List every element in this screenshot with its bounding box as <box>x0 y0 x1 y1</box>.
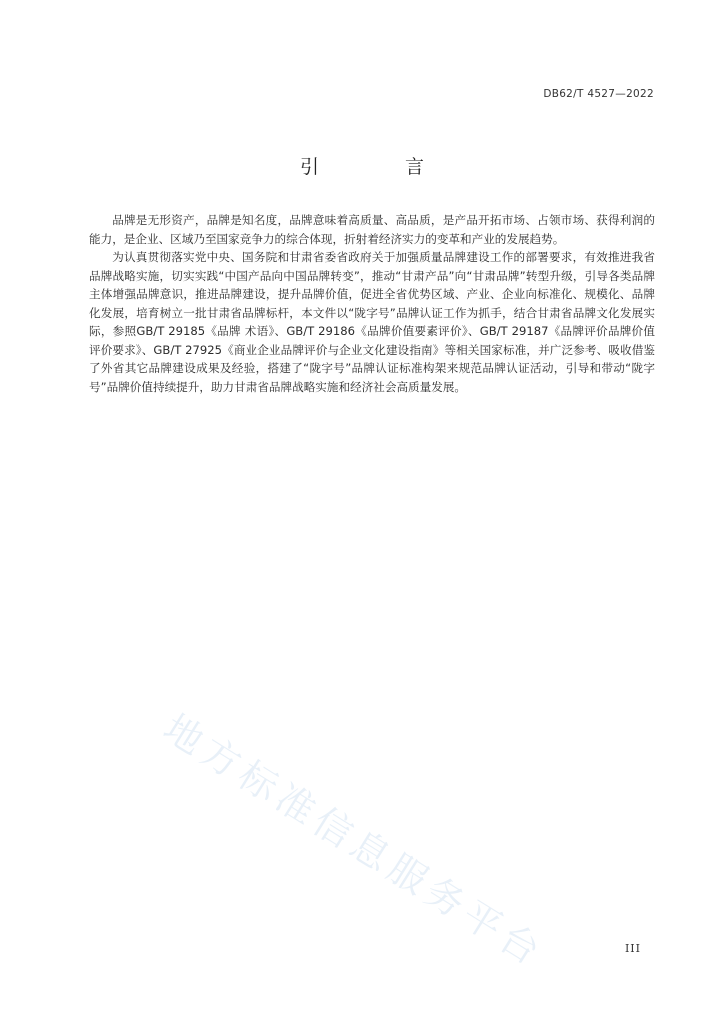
standard-code: DB62/T 4527—2022 <box>543 88 654 100</box>
paragraph-1: 品牌是无形资产，品牌是知名度，品牌意味着高质量、高品质，是产品开拓市场、占领市场、获得利润的能力，是企业、区域乃至国家竞争力的综合体现，折射着经济实力的变革和产业的发展趋势。 <box>89 213 655 246</box>
paragraph-2: 为认真贯彻落实党中央、国务院和甘肃省委省政府关于加强质量品牌建设工作的部署要求，有效推进我省品牌战略实施，切实实践“中国产品向中国品牌转变”，推动“甘肃产品”向“甘肃品牌”转型升级，引导各类品牌主体增强品牌意识，推进品牌建设，提升品牌价值，促进全省优势区域、产业、企业向标准化、规模化、品牌化发展，培育树立一批甘肃省品牌标杆，本文件以“陇字号”品牌认证工作为抓手，结合甘肃省品牌文化发展实际，参照GB/T 29185《品牌 术语》、GB/T 29186《品牌价值要素评价》、GB/T 29187《品牌评价品牌价值评价要求》、GB/T 27925《商业企业品牌评价与企业文化建设指南》等相关国家标准，并广泛参考、吸收借鉴了外省其它品牌建设成果及经验，搭建了“陇字号”品牌认证标准构架来规范品牌认证活动，引导和带动“陇字号”品牌价值持续提升，助力甘肃省品牌战略实施和经济社会高质量发展。 <box>89 250 655 394</box>
watermark: 地方标准信息服务平台 <box>155 705 553 977</box>
section-title: 引 言 <box>299 156 465 178</box>
page-number: III <box>624 942 641 955</box>
introduction-body <box>89 211 655 396</box>
